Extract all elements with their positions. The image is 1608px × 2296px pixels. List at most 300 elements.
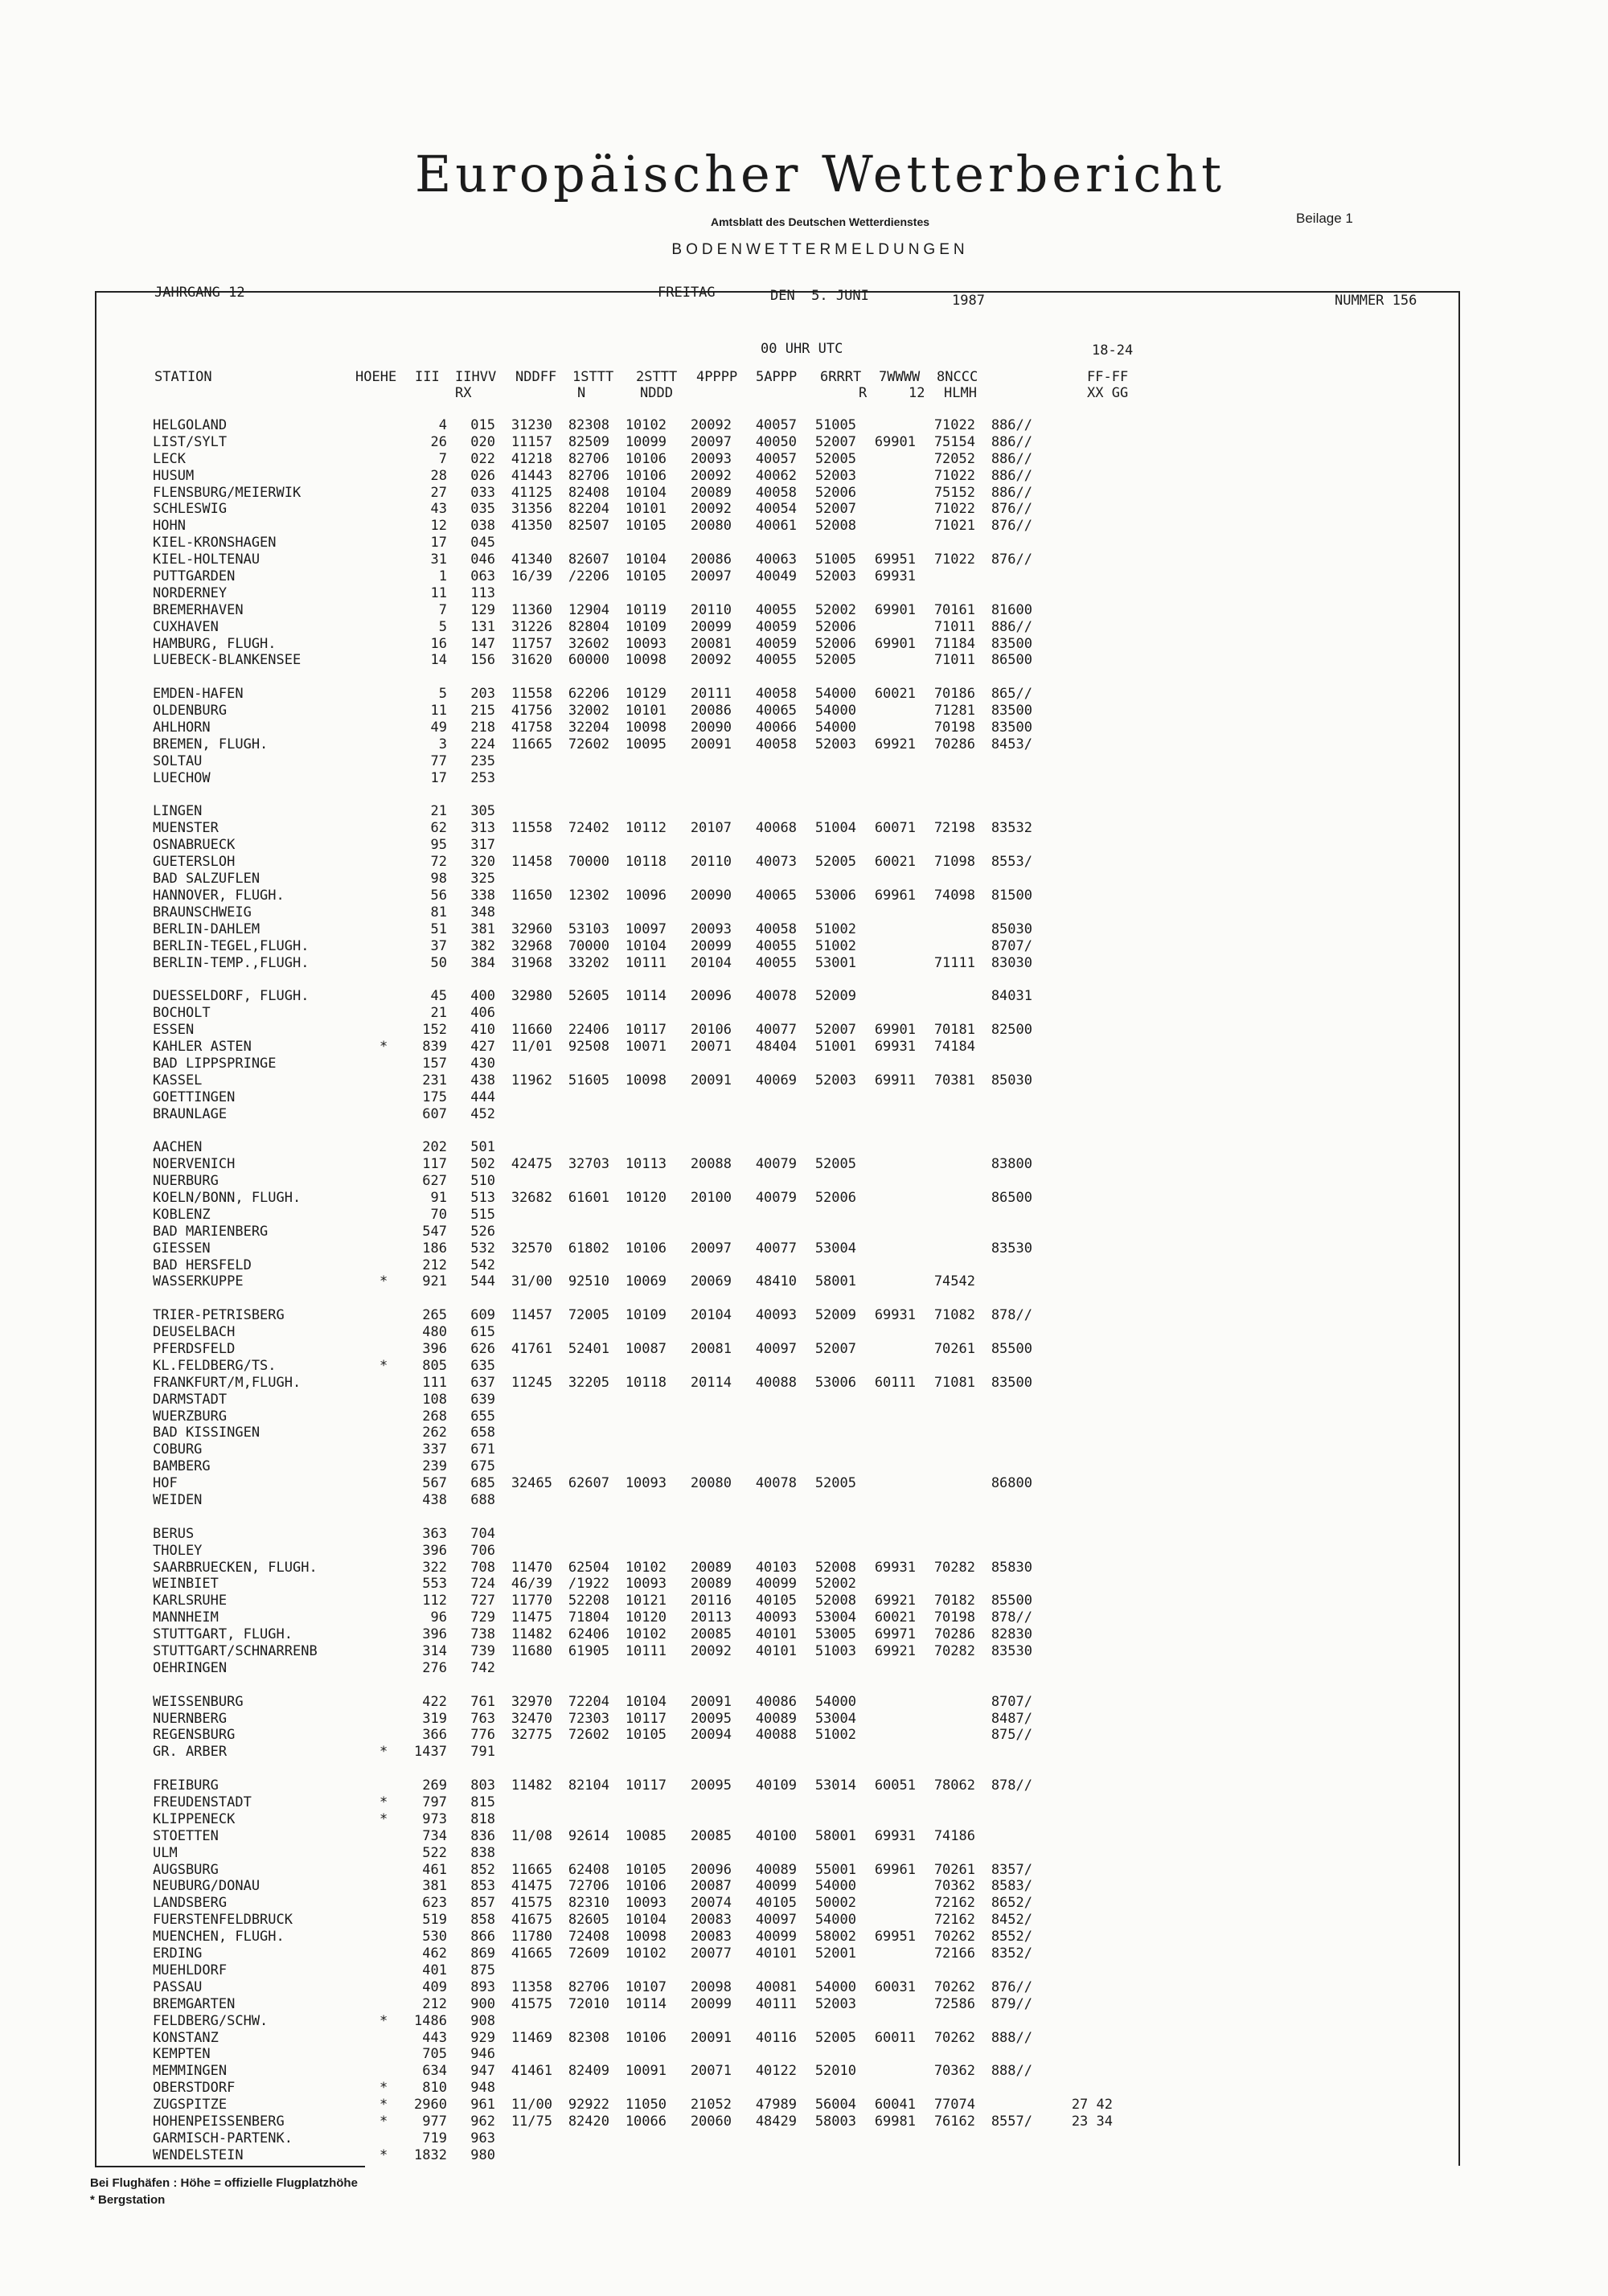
code-group-6: 50002 <box>814 1895 856 1912</box>
station-name: STUTTGART, FLUGH. <box>153 1626 293 1643</box>
station-name: BRAUNLAGE <box>153 1105 228 1122</box>
table-row <box>153 2080 1439 2097</box>
code-group-1: 41340 <box>511 551 552 568</box>
code-group-3: 10106 <box>625 1878 667 1895</box>
code-group-3: 10118 <box>625 854 667 871</box>
code-group-9: 8487/ <box>991 1710 1032 1727</box>
station-number: 348 <box>470 904 495 920</box>
code-group-4: 20085 <box>690 1827 732 1844</box>
station-name: BERUS <box>153 1525 195 1542</box>
code-group-8: 70262 <box>933 2029 975 2046</box>
code-group-9: 85030 <box>991 1072 1032 1089</box>
station-height: 705 <box>422 2046 447 2063</box>
station-name: FELDBERG/SCHW. <box>153 2012 269 2029</box>
code-group-1: 11482 <box>511 1626 552 1643</box>
code-group-4: 20099 <box>690 1995 732 2012</box>
station-name: BERLIN-TEGEL,FLUGH. <box>153 937 310 954</box>
code-group-4: 20107 <box>690 820 732 837</box>
code-group-6: 52006 <box>814 1189 856 1206</box>
code-group-2: 82706 <box>568 467 609 484</box>
code-group-8: 71011 <box>933 652 975 669</box>
code-group-8: 76162 <box>933 2113 975 2130</box>
table-row <box>153 686 1439 703</box>
code-group-1: 11/00 <box>511 2097 552 2114</box>
station-number: 045 <box>470 535 495 551</box>
table-row <box>153 988 1439 1005</box>
code-group-3: 10098 <box>625 1072 667 1089</box>
code-group-1: 11469 <box>511 2029 552 2046</box>
code-group-7: 69931 <box>874 1038 916 1055</box>
station-height: 37 <box>430 937 447 954</box>
code-group-7: 69931 <box>874 568 916 585</box>
code-group-3: 10105 <box>625 1861 667 1878</box>
code-group-6: 51002 <box>814 937 856 954</box>
code-group-8: 74542 <box>933 1273 975 1290</box>
code-group-9: 83532 <box>991 820 1032 837</box>
code-group-8: 70286 <box>933 1626 975 1643</box>
code-group-9: 8357/ <box>991 1861 1032 1878</box>
code-group-1: 41461 <box>511 2063 552 2080</box>
code-group-5: 48410 <box>755 1273 797 1290</box>
col-g6: 5APPP <box>756 369 798 385</box>
code-group-9: 876// <box>991 518 1032 535</box>
station-height: 396 <box>422 1340 447 1357</box>
code-group-4: 20100 <box>690 1189 732 1206</box>
code-group-7: 69931 <box>874 1827 916 1844</box>
station-height: 337 <box>422 1441 447 1458</box>
table-row <box>153 1190 1439 1207</box>
code-group-2: 61802 <box>568 1240 609 1257</box>
extra-hours-label: 18-24 <box>1092 342 1134 359</box>
code-group-6: 53004 <box>814 1240 856 1257</box>
code-group-4: 20081 <box>690 1340 732 1357</box>
station-height: 12 <box>430 518 447 535</box>
station-name: MUENSTER <box>153 820 219 837</box>
mountain-marker: * <box>379 2113 388 2130</box>
col-g8-sub: 12 <box>909 385 925 401</box>
station-number: 033 <box>470 484 495 501</box>
table-row <box>153 1273 1439 1290</box>
code-group-2: 82310 <box>568 1895 609 1912</box>
station-name: GUETERSLOH <box>153 854 236 871</box>
code-group-4: 20096 <box>690 988 732 1005</box>
table-row <box>153 955 1439 972</box>
code-group-2: 32205 <box>568 1374 609 1391</box>
table-row <box>153 417 1439 434</box>
code-group-7: 69911 <box>874 1072 916 1089</box>
station-name: FRANKFURT/M,FLUGH. <box>153 1374 302 1391</box>
code-group-5: 40105 <box>755 1593 797 1609</box>
station-height: 973 <box>422 1810 447 1827</box>
code-group-2: 72609 <box>568 1945 609 1962</box>
code-group-9: 85500 <box>991 1593 1032 1609</box>
table-row <box>153 1408 1439 1425</box>
table-row <box>153 871 1439 888</box>
station-number: 685 <box>470 1475 495 1492</box>
code-group-4: 21052 <box>690 2097 732 2114</box>
code-group-2: 92510 <box>568 1273 609 1290</box>
station-height: 2960 <box>414 2097 447 2114</box>
code-group-1: 41761 <box>511 1340 552 1357</box>
station-name: WUERZBURG <box>153 1408 228 1425</box>
code-group-3: 10105 <box>625 568 667 585</box>
table-row <box>153 1441 1439 1458</box>
table-row <box>153 1845 1439 1862</box>
code-group-2: 72005 <box>568 1307 609 1324</box>
station-height: 7 <box>438 450 447 467</box>
code-group-2: 61905 <box>568 1643 609 1660</box>
code-group-7: 60021 <box>874 686 916 703</box>
station-number: 853 <box>470 1878 495 1895</box>
station-height: 98 <box>430 871 447 888</box>
code-group-6: 52005 <box>814 1475 856 1492</box>
code-group-1: 41756 <box>511 703 552 720</box>
code-group-6: 51002 <box>814 920 856 937</box>
code-group-3: 10106 <box>625 1240 667 1257</box>
code-group-8: 70261 <box>933 1861 975 1878</box>
station-name: STUTTGART/SCHNARRENB <box>153 1643 318 1660</box>
code-group-8: 71022 <box>933 467 975 484</box>
station-name: HUSUM <box>153 467 195 484</box>
extra-group: 27 42 <box>1071 2097 1113 2114</box>
station-name: HOF <box>153 1475 178 1492</box>
code-group-2: 61601 <box>568 1189 609 1206</box>
code-group-6: 51003 <box>814 1643 856 1660</box>
code-group-2: 22406 <box>568 1022 609 1039</box>
station-name: DUESSELDORF, FLUGH. <box>153 988 310 1005</box>
table-row <box>153 468 1439 485</box>
station-height: 111 <box>422 1374 447 1391</box>
code-group-9: 83500 <box>991 720 1032 736</box>
station-height: 268 <box>422 1408 447 1425</box>
code-group-2: 72402 <box>568 820 609 837</box>
station-height: 7 <box>438 601 447 618</box>
code-group-4: 20091 <box>690 1072 732 1089</box>
station-height: 409 <box>422 1978 447 1995</box>
code-group-5: 40055 <box>755 937 797 954</box>
year-label: 1987 <box>952 293 985 309</box>
code-group-4: 20094 <box>690 1727 732 1744</box>
station-number: 542 <box>470 1257 495 1273</box>
station-name: KIEL-HOLTENAU <box>153 551 260 568</box>
station-name: MUEHLDORF <box>153 1962 228 1978</box>
station-name: GR. ARBER <box>153 1744 228 1761</box>
station-height: 27 <box>430 484 447 501</box>
code-group-5: 40050 <box>755 433 797 450</box>
station-number: 704 <box>470 1525 495 1542</box>
code-group-9: 86500 <box>991 1189 1032 1206</box>
code-group-5: 40066 <box>755 720 797 736</box>
code-group-1: 32470 <box>511 1710 552 1727</box>
table-row <box>153 2114 1439 2130</box>
code-group-4: 20080 <box>690 1475 732 1492</box>
code-group-8: 70362 <box>933 1878 975 1895</box>
code-group-5: 40116 <box>755 2029 797 2046</box>
code-group-6: 52003 <box>814 1995 856 2012</box>
station-name: NEUBURG/DONAU <box>153 1878 260 1895</box>
station-height: 43 <box>430 501 447 518</box>
col-g4: 2STTT <box>636 369 678 385</box>
station-number: 513 <box>470 1189 495 1206</box>
code-group-1: 11665 <box>511 736 552 752</box>
code-group-5: 40054 <box>755 501 797 518</box>
code-group-2: 62504 <box>568 1559 609 1576</box>
code-group-6: 52002 <box>814 1576 856 1593</box>
code-group-6: 53004 <box>814 1609 856 1626</box>
code-group-8: 70186 <box>933 686 975 703</box>
station-name: FREUDENSTADT <box>153 1794 252 1811</box>
station-number: 893 <box>470 1978 495 1995</box>
station-height: 734 <box>422 1827 447 1844</box>
station-number: 609 <box>470 1307 495 1324</box>
code-group-8: 71111 <box>933 954 975 971</box>
station-height: 623 <box>422 1895 447 1912</box>
code-group-2: 32204 <box>568 720 609 736</box>
station-name: GIESSEN <box>153 1240 211 1257</box>
station-height: 231 <box>422 1072 447 1089</box>
table-row <box>153 1173 1439 1190</box>
station-height: 11 <box>430 703 447 720</box>
code-group-4: 20086 <box>690 551 732 568</box>
station-name: OSNABRUECK <box>153 837 236 854</box>
code-group-5: 40122 <box>755 2063 797 2080</box>
station-name: PASSAU <box>153 1978 203 1995</box>
code-group-4: 20104 <box>690 1307 732 1324</box>
code-group-2: 82408 <box>568 484 609 501</box>
code-group-5: 40101 <box>755 1945 797 1962</box>
table-row <box>153 1425 1439 1441</box>
code-group-6: 52007 <box>814 1340 856 1357</box>
station-number: 838 <box>470 1844 495 1861</box>
code-group-6: 52005 <box>814 450 856 467</box>
station-height: 239 <box>422 1458 447 1475</box>
station-number: 761 <box>470 1693 495 1710</box>
code-group-3: 10118 <box>625 1374 667 1391</box>
code-group-6: 53006 <box>814 1374 856 1391</box>
station-number: 338 <box>470 887 495 904</box>
code-group-1: 32465 <box>511 1475 552 1492</box>
code-group-6: 54000 <box>814 1878 856 1895</box>
code-group-3: 10102 <box>625 1559 667 1576</box>
code-group-5: 40093 <box>755 1307 797 1324</box>
table-row <box>153 1912 1439 1929</box>
station-number: 675 <box>470 1458 495 1475</box>
table-row <box>153 1056 1439 1072</box>
code-group-5: 40069 <box>755 1072 797 1089</box>
code-group-3: 10095 <box>625 736 667 752</box>
table-row <box>153 434 1439 451</box>
table-row <box>153 1945 1439 1962</box>
table-row <box>153 1543 1439 1560</box>
footnote-airports: Bei Flughäfen : Höhe = offizielle Flugplatzhöhe <box>90 2176 358 2190</box>
table-row <box>153 585 1439 602</box>
code-group-8: 70181 <box>933 1022 975 1039</box>
code-group-2: 82607 <box>568 551 609 568</box>
code-group-5: 40057 <box>755 417 797 433</box>
code-group-4: 20097 <box>690 433 732 450</box>
code-group-4: 20089 <box>690 484 732 501</box>
code-group-1: 11650 <box>511 887 552 904</box>
station-name: PFERDSFELD <box>153 1340 236 1357</box>
code-group-6: 53005 <box>814 1626 856 1643</box>
code-group-2: 92614 <box>568 1827 609 1844</box>
station-name: NORDERNEY <box>153 584 228 601</box>
station-height: 26 <box>430 433 447 450</box>
station-height: 4 <box>438 417 447 433</box>
station-name: NUERBURG <box>153 1173 219 1190</box>
table-row <box>153 1878 1439 1895</box>
station-name: AUGSBURG <box>153 1861 219 1878</box>
station-name: KOBLENZ <box>153 1206 211 1223</box>
code-group-9: 865// <box>991 686 1032 703</box>
code-group-9: 83500 <box>991 703 1032 720</box>
table-row <box>153 1694 1439 1711</box>
table-row <box>153 888 1439 904</box>
table-row <box>153 551 1439 568</box>
footnotes <box>90 2175 358 2208</box>
station-number: 655 <box>470 1408 495 1425</box>
code-group-6: 52007 <box>814 501 856 518</box>
code-group-1: 46/39 <box>511 1576 552 1593</box>
extra-group: 23 34 <box>1071 2113 1113 2130</box>
station-number: 020 <box>470 433 495 450</box>
code-group-7: 60111 <box>874 1374 916 1391</box>
station-height: 157 <box>422 1055 447 1072</box>
station-number: 224 <box>470 736 495 752</box>
station-name: KONSTANZ <box>153 2029 219 2046</box>
station-number: 626 <box>470 1340 495 1357</box>
code-group-3: 10093 <box>625 635 667 652</box>
station-number: 313 <box>470 820 495 837</box>
station-number: 215 <box>470 703 495 720</box>
col-g3-sub: N <box>577 385 586 401</box>
code-group-4: 20098 <box>690 1978 732 1995</box>
table-row <box>153 485 1439 502</box>
station-number: 671 <box>470 1441 495 1458</box>
station-height: 443 <box>422 2029 447 2046</box>
code-group-5: 40079 <box>755 1189 797 1206</box>
code-group-6: 52005 <box>814 652 856 669</box>
station-number: 947 <box>470 2063 495 2080</box>
code-group-2: 62406 <box>568 1626 609 1643</box>
code-group-4: 20074 <box>690 1895 732 1912</box>
code-group-6: 54000 <box>814 1912 856 1929</box>
code-group-2: 72408 <box>568 1929 609 1945</box>
code-group-9: 886// <box>991 433 1032 450</box>
station-name: CUXHAVEN <box>153 618 219 635</box>
code-group-6: 52006 <box>814 484 856 501</box>
code-group-7: 69931 <box>874 1307 916 1324</box>
station-number: 929 <box>470 2029 495 2046</box>
code-group-1: 11680 <box>511 1643 552 1660</box>
station-name: ZUGSPITZE <box>153 2097 228 2114</box>
code-group-8: 71082 <box>933 1307 975 1324</box>
station-number: 063 <box>470 568 495 585</box>
station-name: NOERVENICH <box>153 1156 236 1173</box>
code-group-3: 10105 <box>625 518 667 535</box>
code-group-4: 20099 <box>690 937 732 954</box>
code-group-3: 10093 <box>625 1576 667 1593</box>
code-group-5: 40093 <box>755 1609 797 1626</box>
code-group-7: 69951 <box>874 1929 916 1945</box>
col-g4-sub: NDDD <box>640 385 673 401</box>
station-number: 948 <box>470 2080 495 2097</box>
station-height: 31 <box>430 551 447 568</box>
code-group-5: 40058 <box>755 736 797 752</box>
code-group-3: 10104 <box>625 937 667 954</box>
code-group-4: 20080 <box>690 518 732 535</box>
code-group-8: 70182 <box>933 1593 975 1609</box>
code-group-8: 70198 <box>933 1609 975 1626</box>
station-name: BREMEN, FLUGH. <box>153 736 269 752</box>
station-number: 427 <box>470 1038 495 1055</box>
station-number: 113 <box>470 584 495 601</box>
code-group-8: 78062 <box>933 1777 975 1794</box>
code-group-3: 10121 <box>625 1593 667 1609</box>
code-group-9: 8452/ <box>991 1912 1032 1929</box>
code-group-7: 69931 <box>874 1559 916 1576</box>
table-row <box>153 602 1439 619</box>
code-group-2: /1922 <box>568 1576 609 1593</box>
code-group-5: 40105 <box>755 1895 797 1912</box>
station-height: 28 <box>430 467 447 484</box>
code-group-6: 53001 <box>814 954 856 971</box>
code-group-8: 71022 <box>933 417 975 433</box>
code-group-3: 10098 <box>625 652 667 669</box>
code-group-9: 876// <box>991 1978 1032 1995</box>
code-group-1: 11660 <box>511 1022 552 1039</box>
code-group-2: 62408 <box>568 1861 609 1878</box>
code-group-8: 70381 <box>933 1072 975 1089</box>
code-group-7: 60041 <box>874 2097 916 2114</box>
code-group-8: 70286 <box>933 736 975 752</box>
station-height: 95 <box>430 837 447 854</box>
code-group-7: 69901 <box>874 635 916 652</box>
table-row <box>153 2013 1439 2030</box>
code-group-2: 82605 <box>568 1912 609 1929</box>
station-height: 462 <box>422 1945 447 1962</box>
code-group-5: 40055 <box>755 601 797 618</box>
station-height: 152 <box>422 1022 447 1039</box>
code-group-7: 69961 <box>874 887 916 904</box>
code-group-4: 20060 <box>690 2113 732 2130</box>
code-group-3: 10098 <box>625 1929 667 1945</box>
table-row <box>153 736 1439 753</box>
table-row <box>153 652 1439 669</box>
station-number: 857 <box>470 1895 495 1912</box>
code-group-5: 40065 <box>755 703 797 720</box>
code-group-4: 20092 <box>690 417 732 433</box>
code-group-6: 52003 <box>814 1072 856 1089</box>
station-number: 253 <box>470 769 495 786</box>
code-group-8: 75154 <box>933 433 975 450</box>
code-group-4: 20095 <box>690 1777 732 1794</box>
code-group-1: 31226 <box>511 618 552 635</box>
station-number: 615 <box>470 1324 495 1341</box>
code-group-1: 42475 <box>511 1156 552 1173</box>
station-name: KOELN/BONN, FLUGH. <box>153 1189 302 1206</box>
station-name: BAD SALZUFLEN <box>153 871 260 888</box>
station-height: 262 <box>422 1425 447 1441</box>
station-name: BAD LIPPSPRINGE <box>153 1055 277 1072</box>
code-group-1: 41575 <box>511 1895 552 1912</box>
station-name: REGENSBURG <box>153 1727 236 1744</box>
station-number: 510 <box>470 1173 495 1190</box>
station-height: 381 <box>422 1878 447 1895</box>
station-name: AACHEN <box>153 1139 203 1156</box>
code-group-1: 11358 <box>511 1978 552 1995</box>
station-height: 81 <box>430 904 447 920</box>
